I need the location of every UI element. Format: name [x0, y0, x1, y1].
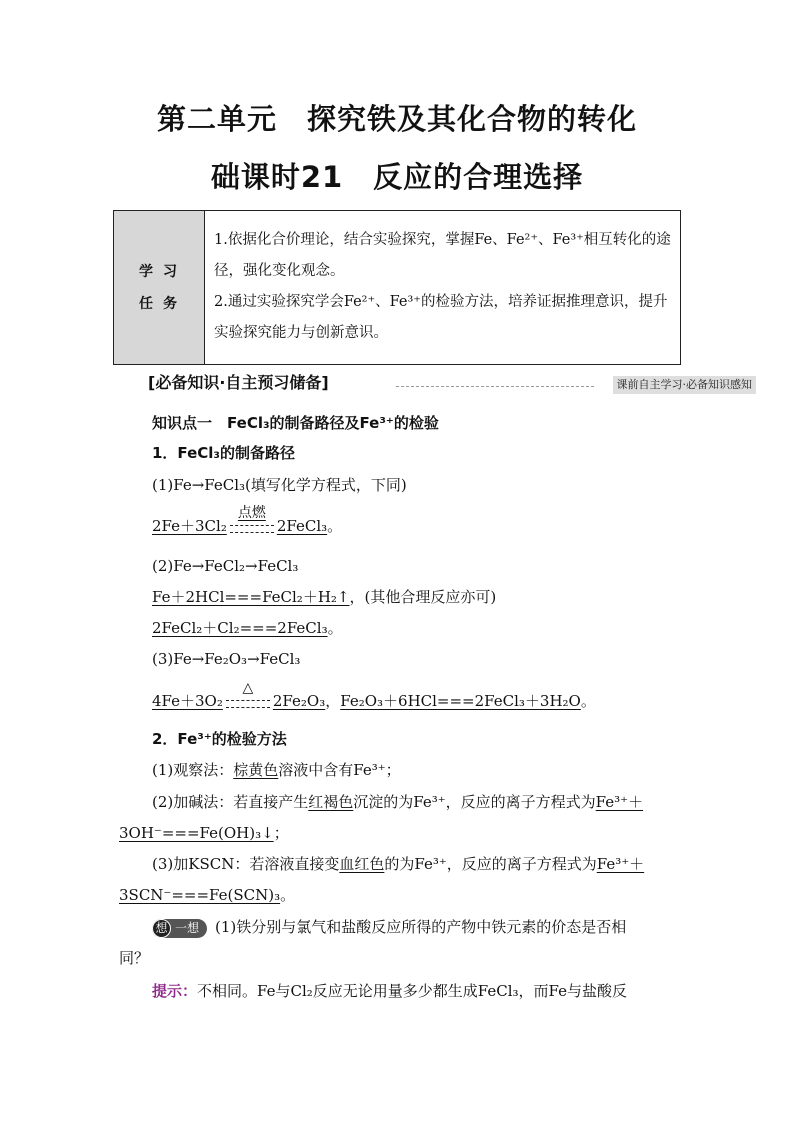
eq4-condition: △	[242, 680, 254, 696]
section-divider	[396, 386, 594, 387]
task-label-top: 学习	[139, 263, 187, 280]
route-2: (2)Fe→FeCl₂→FeCl₃	[152, 557, 299, 575]
equation-3	[152, 617, 343, 639]
unit-title: 第二单元 探究铁及其化合物的转化	[156, 102, 637, 136]
task-label-bottom: 任务	[139, 295, 187, 312]
think-question	[152, 916, 626, 938]
m3-eq-b: 3SCN⁻===Fe(SCN)₃	[119, 886, 281, 904]
eq2-note: ，(其他合理反应亦可)	[349, 588, 497, 606]
section-header	[148, 372, 756, 394]
eq1-right: 2FeCl₃	[276, 517, 328, 535]
eq1-left: 2Fe＋3Cl₂	[152, 517, 227, 535]
m1-answer: 棕黄色	[233, 761, 279, 779]
method-1	[152, 759, 401, 781]
m2-eq-a: Fe³⁺＋	[595, 793, 644, 811]
eq4-bars	[226, 700, 270, 708]
task-content	[205, 211, 680, 364]
eq3-end: 。	[327, 619, 343, 637]
task-item-1: 1.依据化合价理论，结合实验探究，掌握Fe、Fe²⁺、Fe³⁺相互转化的途径，强化变化观念。	[214, 232, 671, 279]
m1-suffix: 溶液中含有Fe³⁺；	[278, 761, 401, 779]
route-3: (3)Fe→Fe₂O₃→FeCl₃	[152, 650, 301, 668]
m3-end: 。	[280, 886, 296, 904]
method-3	[152, 853, 644, 875]
task-item-2: 2.通过实验探究学会Fe²⁺、Fe³⁺的检验方法，培养证据推理意识，提升实验探究能力与创新意识。	[214, 294, 668, 341]
think-q1: (1)铁分别与氯气和盐酸反应所得的产物中铁元素的价态是否相	[215, 918, 627, 936]
eq4-right: 2Fe₂O₃	[272, 692, 326, 710]
learning-task-box	[113, 210, 681, 365]
method-2	[152, 791, 643, 813]
method-3-cont	[119, 884, 295, 906]
section-tag: 课前自主学习·必备知识感知	[613, 376, 757, 394]
think-badge-text: 一想	[175, 921, 200, 935]
m3-prefix: (3)加KSCN：若溶液直接变	[152, 855, 340, 873]
think-badge-char: 想	[152, 919, 171, 938]
eq4-sep: ，	[325, 692, 341, 710]
section-title: [必备知识·自主预习储备]	[148, 373, 329, 392]
m2-answer: 红褐色	[308, 793, 354, 811]
subsection-2-title: 2．Fe³⁺的检验方法	[152, 730, 287, 748]
lesson-title: 础课时21 反应的合理选择	[210, 160, 584, 194]
eq3: 2FeCl₂＋Cl₂===2FeCl₃	[152, 619, 328, 637]
m3-middle: 的为Fe³⁺，反应的离子方程式为	[384, 855, 597, 873]
subsection-1-title: 1．FeCl₃的制备路径	[152, 444, 295, 462]
method-2-cont	[119, 822, 289, 844]
eq2: Fe＋2HCl===FeCl₂＋H₂↑	[152, 588, 350, 606]
m2-middle: 沉淀的为Fe³⁺，反应的离子方程式为	[353, 793, 596, 811]
equation-4	[152, 680, 596, 713]
eq1-condition: 点燃	[237, 505, 266, 521]
eq4-left: 4Fe＋3O₂	[152, 692, 223, 710]
equation-1	[152, 505, 343, 538]
m1-prefix: (1)观察法：	[152, 761, 234, 779]
eq1-end: 。	[327, 517, 343, 535]
m3-answer: 血红色	[339, 855, 385, 873]
think-question-cont: 同？	[119, 949, 150, 967]
eq5: Fe₂O₃＋6HCl===2FeCl₃＋3H₂O	[340, 692, 581, 710]
hint	[152, 980, 627, 1002]
hint-label: 提示：	[152, 982, 198, 1000]
m2-eq-b: 3OH⁻===Fe(OH)₃↓	[119, 824, 274, 842]
m2-end: ；	[273, 824, 289, 842]
eq1-bars	[230, 525, 274, 533]
m2-prefix: (2)加碱法：若直接产生	[152, 793, 309, 811]
equation-2	[152, 586, 496, 608]
eq5-end: 。	[580, 692, 596, 710]
think-badge	[152, 919, 207, 938]
m3-eq-a: Fe³⁺＋	[596, 855, 645, 873]
hint-text: 不相同。Fe与Cl₂反应无论用量多少都生成FeCl₃，而Fe与盐酸反	[197, 982, 627, 1000]
task-label	[114, 211, 205, 364]
route-1: (1)Fe→FeCl₃(填写化学方程式，下同)	[152, 476, 407, 494]
eq4-condition-sign	[226, 680, 270, 713]
knowledge-point-1-title: 知识点一 FeCl₃的制备路径及Fe³⁺的检验	[152, 414, 439, 432]
eq1-condition-sign	[230, 505, 274, 538]
